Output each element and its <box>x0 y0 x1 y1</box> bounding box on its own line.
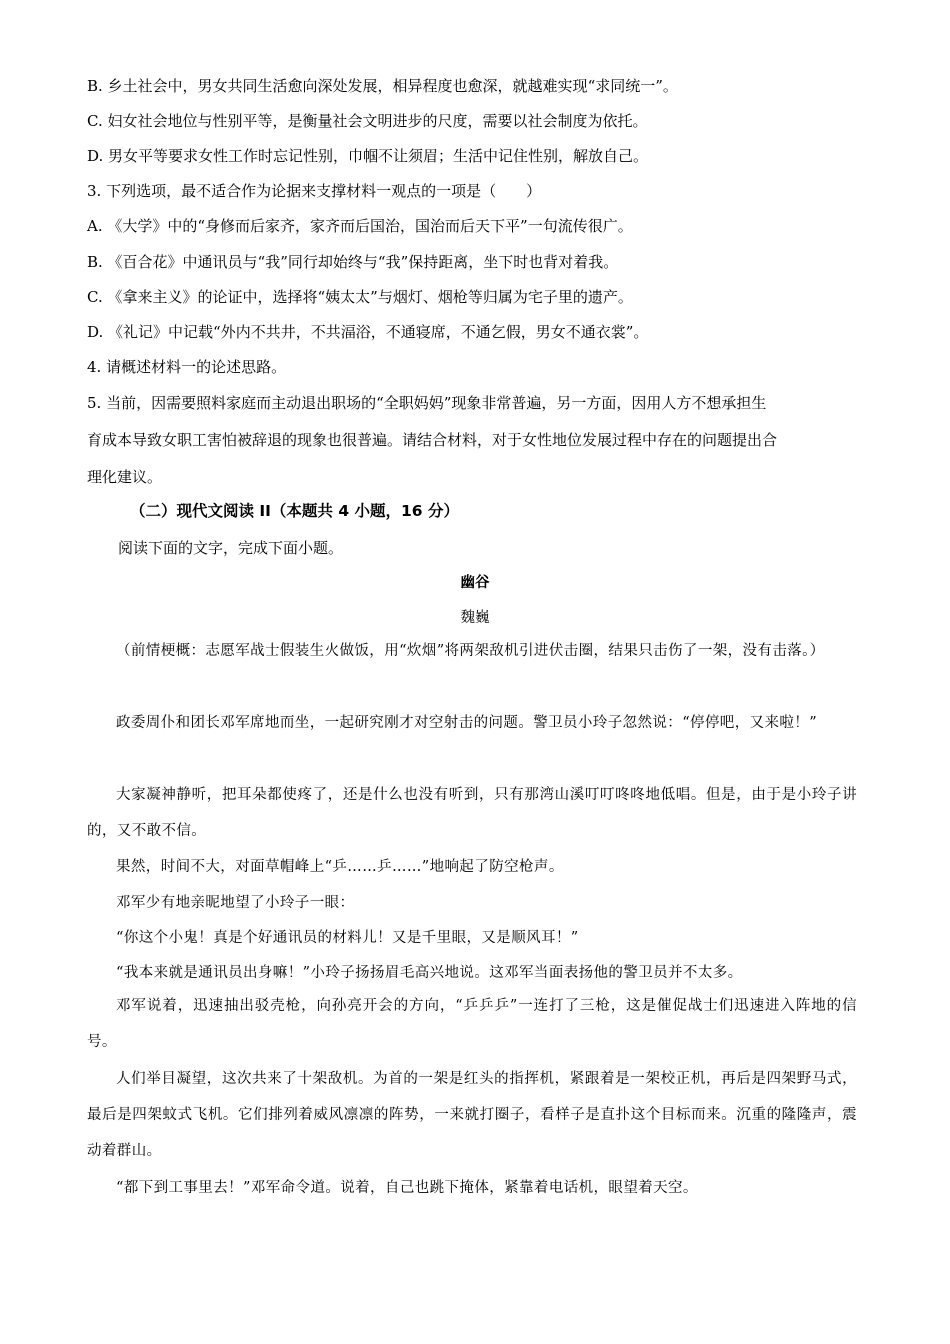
story-paragraph-synopsis: （前情梗概：志愿军战士假装生火做饭，用“炊烟”将两架敌机引进伏击圈，结果只击伤了一架，没有击落。） <box>116 643 825 659</box>
section-heading: （二）现代文阅读 II（本题共 4 小题，16 分） <box>130 502 459 520</box>
q5-line-1: 5. 当前，因需要照料家庭而主动退出职场的“全职妈妈”现象非常普遍，另一方面，因用人方不想承担生 <box>87 394 767 412</box>
story-author: 魏巍 <box>460 610 490 626</box>
q2-option-d: D. 男女平等要求女性工作时忘记性别，巾帼不让须眉；生活中记住性别，解放自己。 <box>87 147 649 165</box>
q4-stem: 4. 请概述材料一的论述思路。 <box>87 358 287 376</box>
q2-option-c: C. 妇女社会地位与性别平等，是衡量社会文明进步的尺度，需要以社会制度为依托。 <box>87 112 648 130</box>
story-paragraph: 大家凝神静听，把耳朵都使疼了，还是什么也没有听到，只有那湾山溪叮叮咚咚地低唱。但是，由于是小玲子讲的，又不敢不信。 <box>87 787 857 839</box>
story-paragraph: “我本来就是通讯员出身嘛！”小玲子扬扬眉毛高兴地说。这邓军当面表扬他的警卫员并不太多。 <box>116 965 743 981</box>
q3-option-d: D. 《礼记》中记载“外内不共井，不共湢浴，不通寝席，不通乞假，男女不通衣裳”。 <box>87 323 649 341</box>
q5-line-3: 理化建议。 <box>87 468 163 486</box>
story-paragraph: 邓军少有地亲昵地望了小玲子一眼： <box>116 895 355 911</box>
q3-stem: 3. 下列选项，最不适合作为论据来支撑材料一观点的一项是（ ） <box>87 182 542 200</box>
q3-option-b: B. 《百合花》中通讯员与“我”同行却始终与“我”保持距离，坐下时也背对着我。 <box>87 253 619 271</box>
q2-option-b: B. 乡土社会中，男女共同生活愈向深处发展，相异程度也愈深，就越难实现“求同统一”。 <box>87 77 678 95</box>
story-paragraph: 政委周仆和团长邓军席地而坐，一起研究刚才对空射击的问题。警卫员小玲子忽然说：“停停吧，又来啦！” <box>116 715 818 731</box>
story-paragraph: “你这个小鬼！真是个好通讯员的材料儿！又是千里眼，又是顺风耳！” <box>116 930 579 946</box>
story-paragraph: 邓军说着，迅速抽出驳壳枪，向孙亮开会的方向，“乒乒乒”一连打了三枪，这是催促战士们迅速进入阵地的信号。 <box>87 998 857 1050</box>
story-paragraph: 果然，时间不大，对面草帽峰上“乒……乒……”地响起了防空枪声。 <box>116 859 564 875</box>
q3-option-c: C. 《拿来主义》的论证中，选择将“姨太太”与烟灯、烟枪等归属为宅子里的遗产。 <box>87 288 633 306</box>
section-instruction: 阅读下面的文字，完成下面小题。 <box>118 539 344 557</box>
story-paragraph: 人们举目凝望，这次共来了十架敌机。为首的一架是红头的指挥机，紧跟着是一架校正机，再后是四架野马式，最后是四架蚊式飞机。它们排列着威风凛凛的阵势，一来就打圈子，看样子是直扑这个目标而来。沉重的隆隆声，震动着群山。 <box>87 1071 857 1159</box>
q3-option-a: A. 《大学》中的“身修而后家齐，家齐而后国治，国治而后天下平”一句流传很广。 <box>87 217 633 235</box>
q5-line-2: 育成本导致女职工害怕被辞退的现象也很普遍。请结合材料，对于女性地位发展过程中存在的问题提出合 <box>87 431 778 449</box>
story-title: 幽谷 <box>460 574 490 591</box>
story-paragraph: “都下到工事里去！”邓军命令道。说着，自己也跳下掩体，紧靠着电话机，眼望着天空。 <box>116 1180 698 1196</box>
